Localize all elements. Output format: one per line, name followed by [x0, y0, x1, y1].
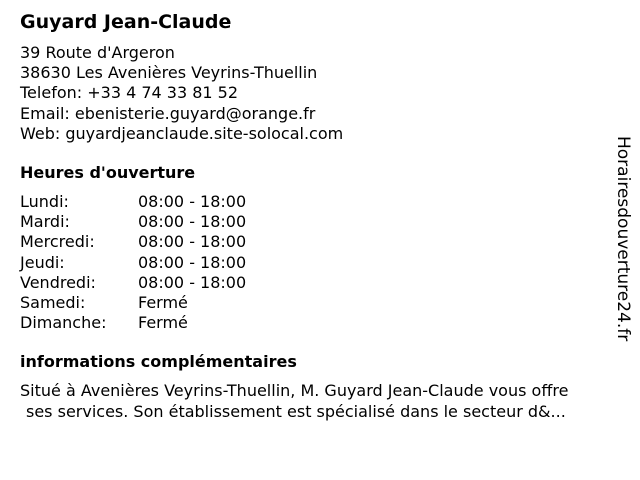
email-line: Email: ebenisterie.guyard@orange.fr [20, 103, 316, 123]
opening-hours-heading: Heures d'ouverture [20, 163, 196, 183]
phone-line: Telefon: +33 4 74 33 81 52 [20, 83, 239, 103]
hours-row [20, 253, 612, 273]
hours-time: 08:00 - 18:00 [138, 212, 247, 232]
web-line: Web: guyardjeanclaude.site-solocal.com [20, 123, 344, 143]
site-watermark-text: Horairesdouverture24.fr [613, 136, 633, 342]
additional-info-line: Situé à Avenières Veyrins-Thuellin, M. Guyard Jean-Claude vous offre [20, 381, 569, 401]
hours-time: 08:00 - 18:00 [138, 192, 247, 212]
hours-day: Mardi: [20, 212, 70, 232]
hours-day: Lundi: [20, 192, 69, 212]
hours-time: 08:00 - 18:00 [138, 232, 247, 252]
hours-time: 08:00 - 18:00 [138, 252, 247, 272]
contact-block [20, 43, 612, 144]
hours-row [20, 273, 612, 293]
site-watermark [612, 136, 634, 342]
hours-day: Jeudi: [20, 252, 65, 272]
business-name: Guyard Jean-Claude [20, 11, 232, 33]
additional-info-text [20, 381, 626, 422]
hours-time: 08:00 - 18:00 [138, 272, 247, 292]
hours-row [20, 313, 612, 333]
hours-row [20, 293, 612, 313]
hours-day: Vendredi: [20, 272, 96, 292]
opening-hours-table [20, 192, 612, 333]
hours-day: Mercredi: [20, 232, 95, 252]
hours-time: Fermé [138, 293, 188, 313]
additional-info-heading: informations complémentaires [20, 352, 297, 372]
hours-time: Fermé [138, 313, 188, 333]
address-city: 38630 Les Avenières Veyrins-Thuellin [20, 63, 318, 83]
hours-day: Samedi: [20, 293, 86, 313]
business-card [20, 9, 612, 422]
hours-row [20, 192, 612, 212]
hours-row [20, 212, 612, 232]
additional-info-line: ses services. Son établissement est spécialisé dans le secteur d&... [26, 401, 566, 421]
hours-row [20, 232, 612, 252]
hours-day: Dimanche: [20, 313, 107, 333]
address-street: 39 Route d'Argeron [20, 43, 175, 62]
